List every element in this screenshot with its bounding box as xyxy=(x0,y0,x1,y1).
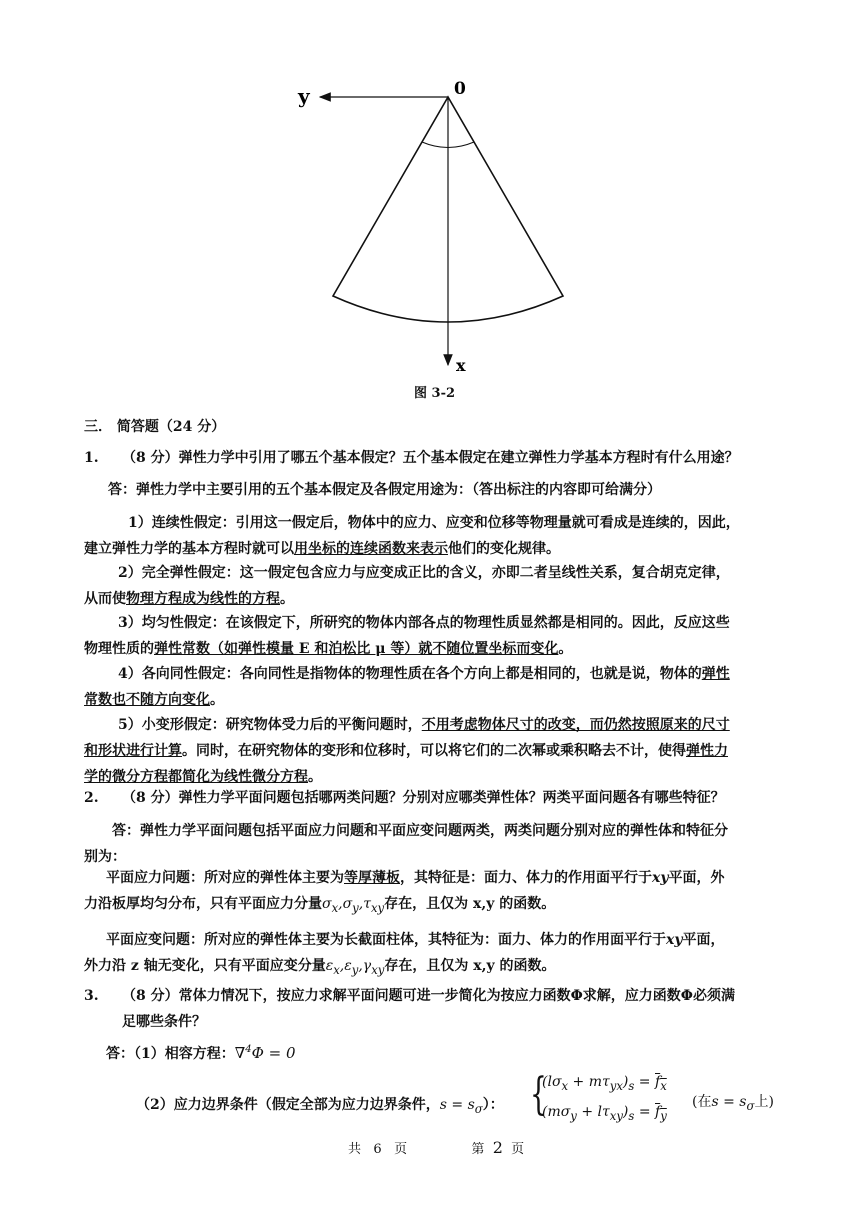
boundary-equations: { $(l\sigma_x + m\tau_{yx})_s = f_x$ $(m\sigma_y + l\tau_{xy})_s = f_y$ xyxy=(530,1069,667,1123)
q3-question: 3. （8 分）常体力情况下，按应力求解平面问题可进一步简化为按应力函数Φ求解，应力函数Φ必须满 足哪些条件？ xyxy=(84,983,735,1035)
figure-3-2 xyxy=(290,70,590,380)
figure-caption: 图 3-2 xyxy=(414,386,456,401)
q1-item-2: 2）完全弹性假定：这一假定包含应力与应变成正比的含义，亦即二者呈线性关系，复合胡克定律， 从而使物理方程成为线性的方程。 xyxy=(84,565,730,607)
q2-question-text: （8 分）弹性力学平面问题包括哪两类问题？分别对应哪类弹性体？两类平面问题各有哪些特征？ xyxy=(122,790,725,806)
stress-components: $\sigma_x,\sigma_y,\tau_{xy}$ xyxy=(322,896,385,915)
q1-number: 1. xyxy=(84,450,99,466)
origin-label: 0 xyxy=(454,79,466,99)
boundary-symbol: $s = s_\sigma$ xyxy=(439,1097,483,1116)
boundary-note: (在$s = s_\sigma$上) xyxy=(692,1094,774,1113)
q2-plane-stress: 平面应力问题：所对应的弹性体主要为等厚薄板，其特征是：面力、体力的作用面平行于xy平面，外 力沿板厚均匀分布，只有平面应力分量$\sigma_x,\sigma_y,\tau_{xy}$存在，且仅为 x,y 的函数。 xyxy=(84,870,725,915)
q3-number: 3. xyxy=(84,988,99,1004)
q1-question xyxy=(84,445,739,471)
q1-answer-intro: 答：弹性力学中主要引用的五个基本假定及各假定用途为：（答出标注的内容即可给满分） xyxy=(108,482,661,498)
compatibility-equation: ∇$^4$Φ = 0 xyxy=(234,1044,296,1062)
q1-item-1: 1）连续性假定：引用这一假定后，物体中的应力、应变和位移等物理量就可看成是连续的，因此， 建立弹性力学的基本方程时就可以用坐标的连续函数来表示他们的变化规律。 xyxy=(84,515,740,557)
strain-components: $\varepsilon_x,\varepsilon_y,\gamma_{xy}$ xyxy=(325,958,385,977)
q1-item-4: 4）各向同性假定：各向同性是指物体的物理性质在各个方向上都是相同的，也就是说，物体的弹性 常数也不随方向变化。 xyxy=(84,666,730,708)
x-label: x xyxy=(456,356,466,375)
section-title: 三． 简答题（24 分） xyxy=(84,419,226,435)
q3-answer-2: （2）应力边界条件（假定全部为应力边界条件，$s = s_\sigma$）： xyxy=(136,1097,504,1116)
q1-item-3: 3）均匀性假定：在该假定下，所研究的物体内部各点的物理性质显然都是相同的。因此，反应这些 物理性质的弹性常数（如弹性模量 E 和泊松比 μ 等）就不随位置坐标而变化。 xyxy=(84,615,730,657)
q2-plane-strain: 平面应变问题：所对应的弹性体主要为长截面柱体，其特征为：面力、体力的作用面平行于xy平面， 外力沿 z 轴无变化，只有平面应变分量$\varepsilon_x,\varepsilon_y,\gamma_{xy}$存在，且仅为 x,y 的函数。 xyxy=(84,932,725,977)
q2-question xyxy=(84,785,725,811)
q1-question-text: （8 分）弹性力学中引用了哪五个基本假定？五个基本假定在建立弹性力学基本方程时有什么用途？ xyxy=(122,450,739,466)
page-footer: 共 6 页 第 2 页 xyxy=(348,1138,525,1157)
q3-answer-1: 答：（1）相容方程：∇$^4$Φ = 0 xyxy=(106,1044,296,1062)
q2-answer: 答：弹性力学平面问题包括平面应力问题和平面应变问题两类，两类问题分别对应的弹性体和特征分 别为： xyxy=(84,823,728,865)
q1-item-5: 5）小变形假定：研究物体受力后的平衡问题时，不用考虑物体尺寸的改变，而仍然按照原来的尺寸 和形状进行计算。同时，在研究物体的变形和位移时，可以将它们的二次幂或乘积略去不计，使得弹性力 学的微分方程都简化为线性微分方程。 xyxy=(84,717,730,785)
y-label: y xyxy=(298,84,310,108)
q2-number: 2. xyxy=(84,790,99,806)
